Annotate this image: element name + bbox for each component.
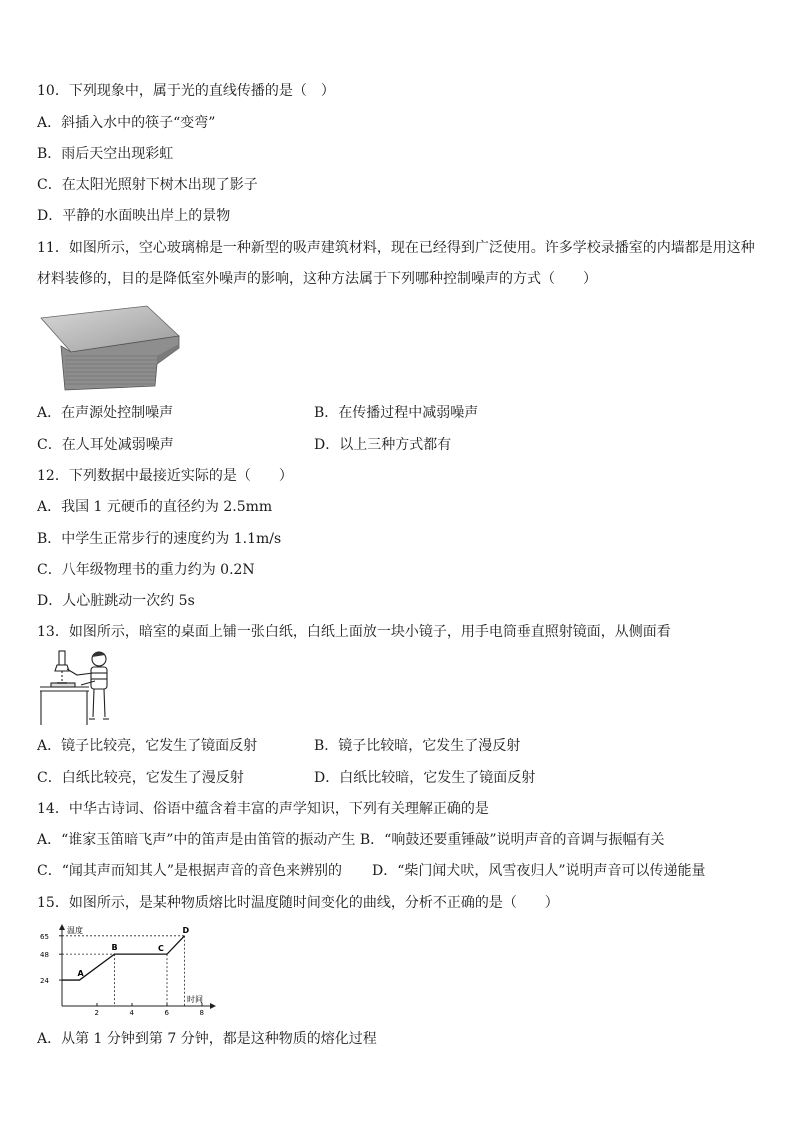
q12-stem: 12．下列数据中最接近实际的是（ ） (37, 468, 293, 484)
q10-option-a: A．斜插入水中的筷子“变弯” (37, 115, 216, 131)
q13-option-b: B．镜子比较暗，它发生了漫反射 (314, 738, 521, 754)
point-label-d: D (182, 925, 190, 935)
point-label-a: A (77, 969, 84, 979)
q14-stem: 14．中华古诗词、俗语中蕴含着丰富的声学知识，下列有关理解正确的是 (37, 801, 489, 817)
q10-option-d: D．平静的水面映出岸上的景物 (37, 208, 231, 224)
q15-option-a: A．从第 1 分钟到第 7 分钟，都是这种物质的熔化过程 (37, 1031, 377, 1047)
q12-option-b: B．中学生正常步行的速度约为 1.1m/s (37, 531, 282, 547)
flashlight-mirror-image (37, 645, 115, 727)
y-tick-label: 65 (40, 932, 49, 941)
q12-option-a: A．我国 1 元硬币的直径约为 2.5mm (37, 499, 273, 515)
q10-option-c: C．在太阳光照射下树木出现了影子 (37, 177, 258, 193)
melting-curve-chart (34, 922, 220, 1018)
q11-option-c: C．在人耳处减弱噪声 (37, 437, 174, 453)
x-tick-label: 8 (199, 1009, 204, 1017)
point-label-c: C (158, 944, 164, 954)
q10-option-b: B．雨后天空出现彩虹 (37, 146, 174, 162)
q13-option-d: D．白纸比较暗，它发生了镜面反射 (314, 770, 536, 786)
q11-option-b: B．在传播过程中减弱噪声 (314, 405, 479, 421)
q12-option-c: C．八年级物理书的重力约为 0.2N (37, 562, 255, 578)
x-axis-arrow (210, 1003, 216, 1009)
q11-option-d: D．以上三种方式都有 (314, 437, 452, 453)
q11-stem-line2: 材料装修的，目的是降低室外噪声的影响，这种方法属于下列哪种控制噪声的方式（ ） (37, 271, 597, 287)
q11-stem-line1: 11．如图所示，空心玻璃棉是一种新型的吸声建筑材料，现在已经得到广泛使用。许多学校录播室的内墙都是用这种 (37, 240, 755, 256)
x-tick-label: 6 (164, 1009, 169, 1017)
glass-wool-image (37, 300, 187, 392)
y-tick-label: 48 (40, 951, 49, 960)
x-axis-label: 时间 (187, 995, 203, 1004)
y-axis-label: 温度 (67, 926, 83, 935)
q15-stem: 15．如图所示，是某种物质熔比时温度随时间变化的曲线，分析不正确的是（ ） (37, 895, 559, 911)
x-tick-label: 4 (129, 1009, 134, 1017)
q14-options-ab: A．“谁家玉笛暗飞声”中的笛声是由笛管的振动产生 B．“响鼓还要重锤敲”说明声音的音调与振幅有关 (37, 832, 665, 848)
y-tick-label: 24 (40, 977, 49, 986)
q12-option-d: D．人心脏跳动一次约 5s (37, 593, 195, 609)
x-tick-label: 2 (94, 1009, 99, 1017)
q10-stem: 10．下列现象中，属于光的直线传播的是（ ） (37, 83, 335, 99)
q13-stem: 13．如图所示，暗室的桌面上铺一张白纸，白纸上面放一块小镜子，用手电筒垂直照射镜面，从侧面看 (37, 624, 671, 640)
q13-option-a: A．镜子比较亮，它发生了镜面反射 (37, 738, 258, 754)
q11-option-a: A．在声源处控制噪声 (37, 405, 174, 421)
chart-svg (34, 922, 220, 1018)
q14-option-d: D．“柴门闻犬吠，风雪夜归人”说明声音可以传递能量 (372, 863, 706, 879)
q13-option-c: C．白纸比较亮，它发生了漫反射 (37, 770, 244, 786)
q14-option-c: C．“闻其声而知其人”是根据声音的音色来辨别的 (37, 863, 343, 879)
point-label-b: B (111, 943, 118, 953)
y-axis-arrow (59, 924, 65, 930)
